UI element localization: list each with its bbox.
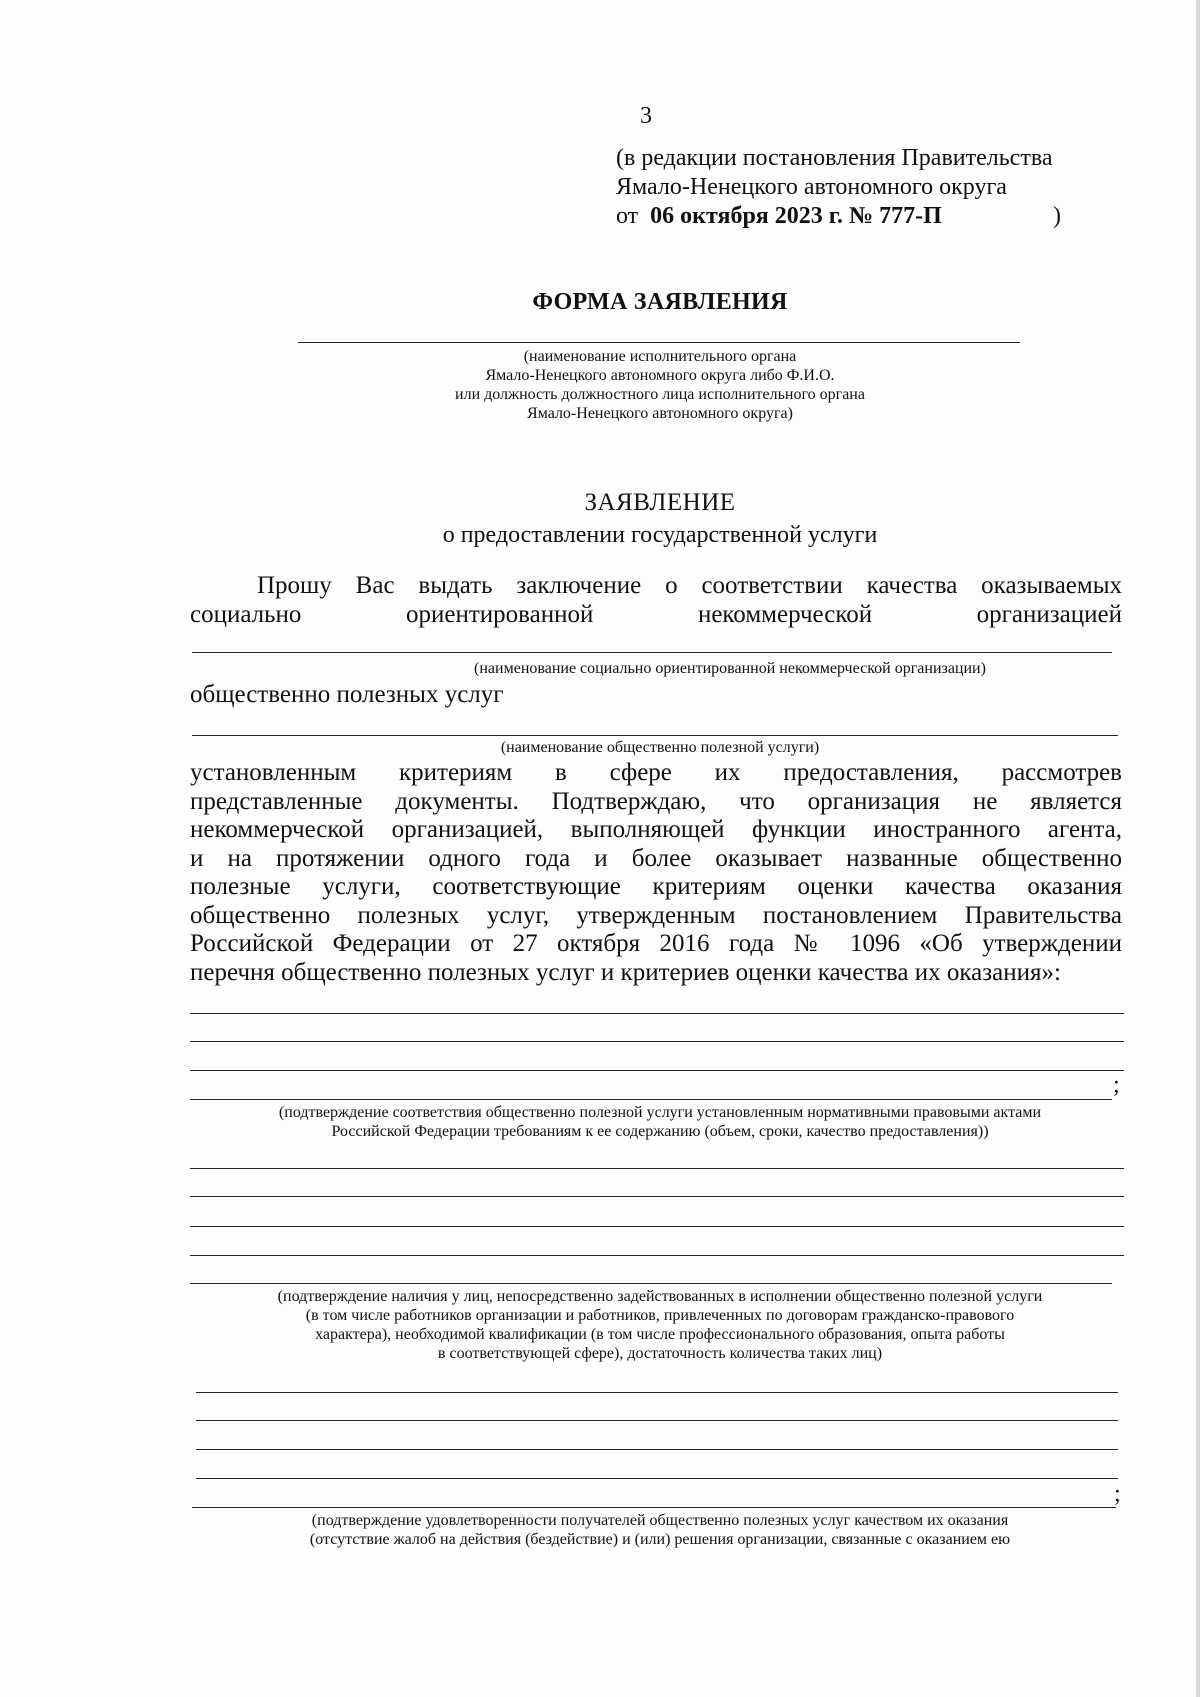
- compliance-blank-line: [190, 1013, 1124, 1014]
- qualification-caption-line: в соответствующей сфере), достаточность количества таких лиц): [437, 1345, 883, 1362]
- document-subtitle: о предоставлении государственной услуги: [442, 522, 878, 548]
- satisfaction-blank-line: [196, 1420, 1118, 1421]
- qualification-blank-line: [190, 1196, 1124, 1197]
- satisfaction-blank-line: [196, 1449, 1118, 1450]
- satisfaction-blank-line: [192, 1507, 1116, 1508]
- page-number: 3: [640, 103, 652, 129]
- compliance-semicolon: ;: [1113, 1072, 1120, 1098]
- body-line: некоммерческой организацией, выполняющей функции иностранного агента,: [190, 816, 1122, 843]
- addressee-caption-line: Ямало-Ненецкого автономного округа): [527, 405, 793, 422]
- compliance-caption-line: (подтверждение соответствия общественно полезной услуги установленным нормативными правовыми актами: [278, 1104, 1042, 1121]
- request-line: социально ориентированной некоммерческой организацией: [190, 600, 1122, 628]
- form-title: ФОРМА ЗАЯВЛЕНИЯ: [532, 289, 788, 315]
- addressee-caption: [300, 347, 1020, 423]
- body-paragraph: [190, 759, 1122, 987]
- satisfaction-caption-line: (отсутствие жалоб на действия (бездействие) и (или) решения организации, связанные с оказанием ею: [309, 1531, 1011, 1548]
- organization-blank-line: [192, 652, 1112, 653]
- services-line: общественно полезных услуг: [190, 681, 504, 708]
- document-title: ЗАЯВЛЕНИЕ: [584, 489, 736, 516]
- qualification-blank-line: [190, 1255, 1124, 1256]
- qualification-caption-line: (подтверждение наличия у лиц, непосредственно задействованных в исполнении общественно полезной услуги: [277, 1288, 1043, 1305]
- edition-line-1: (в редакции постановления Правительства: [616, 145, 1053, 171]
- request-paragraph: [190, 572, 1122, 629]
- satisfaction-semicolon: ;: [1114, 1481, 1121, 1507]
- edition-line-2: Ямало-Ненецкого автономного округа: [616, 174, 1007, 200]
- satisfaction-blank-line: [196, 1392, 1118, 1393]
- body-line: Российской Федерации от 27 октября 2016 года № 1096 «Об утверждении: [190, 930, 1122, 957]
- addressee-caption-line: Ямало-Ненецкого автономного округа либо Ф.И.О.: [485, 367, 835, 384]
- request-line: Прошу Вас выдать заключение о соответствии качества оказываемых: [257, 572, 1122, 599]
- compliance-blank-line: [190, 1041, 1124, 1042]
- edition-date-number: 06 октября 2023 г. № 777-П: [650, 203, 942, 229]
- compliance-caption: [180, 1103, 1140, 1141]
- body-line: полезные услуги, соответствующие критериям оценки качества оказания: [190, 873, 1122, 900]
- qualification-caption: [180, 1287, 1140, 1363]
- organization-caption: (наименование социально ориентированной некоммерческой организации): [474, 660, 986, 677]
- body-line: общественно полезных услуг, утвержденным постановлением Правительства: [190, 901, 1122, 929]
- compliance-caption-line: Российской Федерации требованиям к ее содержанию (объем, сроки, качество предоставления)): [331, 1123, 989, 1140]
- service-caption: (наименование общественно полезной услуги): [500, 739, 820, 756]
- body-line: и на протяжении одного года и более оказывает названные общественно: [190, 844, 1122, 872]
- satisfaction-caption: [180, 1511, 1140, 1549]
- qualification-blank-line: [190, 1226, 1124, 1227]
- page-edge: [1196, 0, 1200, 1697]
- qualification-blank-line: [190, 1283, 1112, 1284]
- compliance-blank-line: [190, 1099, 1112, 1100]
- satisfaction-blank-line: [196, 1478, 1118, 1479]
- edition-note: [616, 144, 1136, 231]
- compliance-blank-line: [190, 1070, 1124, 1071]
- document-heading: [0, 486, 1200, 552]
- edition-close-paren: ): [1053, 203, 1061, 229]
- body-line: представленные документы. Подтверждаю, что организация не является: [190, 787, 1122, 815]
- satisfaction-caption-line: (подтверждение удовлетворенности получателей общественно полезных услуг качеством их оказания: [311, 1512, 1009, 1529]
- qualification-caption-line: характера), необходимой квалификации (в том числе профессионального образования, опыта работы: [315, 1326, 1005, 1343]
- addressee-blank-line: [298, 342, 1020, 343]
- service-blank-line: [192, 735, 1118, 736]
- qualification-caption-line: (в том числе работников организации и работников, привлеченных по договорам гражданско-правового: [305, 1307, 1015, 1324]
- body-line: установленным критериям в сфере их предоставления, рассмотрев: [190, 759, 1122, 786]
- body-line: перечня общественно полезных услуг и критериев оценки качества их оказания»:: [190, 958, 1061, 986]
- edition-prefix: от: [616, 203, 639, 229]
- addressee-caption-line: (наименование исполнительного органа: [523, 348, 797, 365]
- qualification-blank-line: [190, 1168, 1124, 1169]
- addressee-caption-line: или должность должностного лица исполнительного органа: [455, 386, 865, 403]
